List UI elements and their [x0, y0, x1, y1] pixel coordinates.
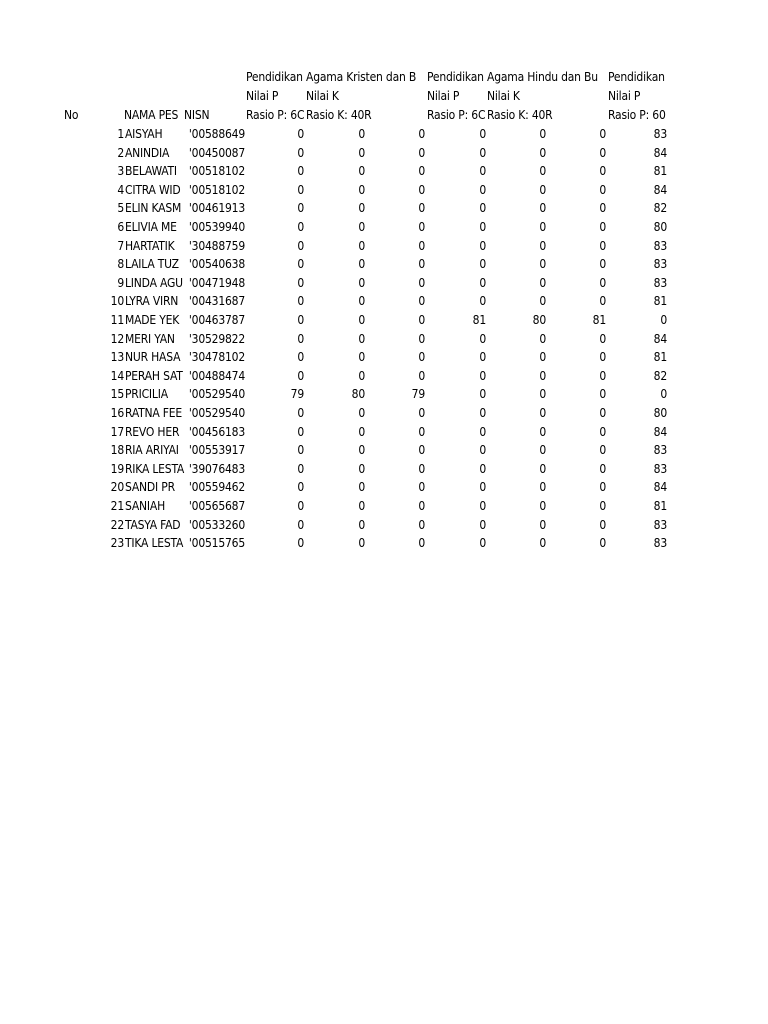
cell-value[interactable]: 83 — [653, 257, 667, 271]
cell-value[interactable]: 0 — [418, 294, 425, 308]
cell-value[interactable]: 0 — [418, 443, 425, 457]
cell-no[interactable]: 1 — [117, 127, 124, 141]
cell-value[interactable]: 0 — [539, 425, 546, 439]
cell-value[interactable]: 0 — [479, 332, 486, 346]
cell-nama[interactable]: NUR HASA — [125, 350, 181, 364]
cell-value[interactable]: 0 — [418, 369, 425, 383]
cell-value[interactable]: 0 — [539, 387, 546, 401]
cell-value[interactable]: 0 — [479, 350, 486, 364]
cell-nisn[interactable]: '39076483 — [188, 462, 245, 476]
cell-value[interactable]: 0 — [599, 164, 606, 178]
cell-value[interactable]: 81 — [653, 350, 667, 364]
cell-value[interactable]: 0 — [599, 425, 606, 439]
cell-nama[interactable]: SANIAH — [125, 499, 166, 513]
cell-value[interactable]: 0 — [297, 164, 304, 178]
cell-value[interactable]: 0 — [418, 499, 425, 513]
cell-value[interactable]: 0 — [418, 425, 425, 439]
cell-value[interactable]: 0 — [479, 257, 486, 271]
cell-value[interactable]: 0 — [358, 406, 365, 420]
cell-nama[interactable]: BELAWATI — [125, 164, 177, 178]
header-hindu-subject[interactable]: Pendidikan Agama Hindu dan Bu — [427, 70, 598, 84]
cell-value[interactable]: 83 — [653, 239, 667, 253]
cell-no[interactable]: 17 — [110, 425, 124, 439]
cell-no[interactable]: 2 — [117, 146, 124, 160]
cell-value[interactable]: 0 — [539, 480, 546, 494]
cell-value[interactable]: 0 — [479, 499, 486, 513]
cell-value[interactable]: 80 — [653, 220, 667, 234]
cell-value[interactable]: 0 — [418, 332, 425, 346]
cell-nisn[interactable]: '00529540 — [188, 387, 245, 401]
cell-value[interactable]: 0 — [418, 406, 425, 420]
header-hindu-rasio-p[interactable]: Rasio P: 6C — [427, 108, 486, 122]
cell-value[interactable]: 0 — [418, 350, 425, 364]
cell-value[interactable]: 83 — [653, 518, 667, 532]
cell-no[interactable]: 12 — [110, 332, 124, 346]
cell-value[interactable]: 81 — [653, 294, 667, 308]
cell-nama[interactable]: AISYAH — [125, 127, 163, 141]
cell-value[interactable]: 0 — [358, 201, 365, 215]
cell-value[interactable]: 0 — [418, 127, 425, 141]
cell-value[interactable]: 0 — [539, 406, 546, 420]
cell-nisn[interactable]: '00533260 — [188, 518, 245, 532]
cell-value[interactable]: 0 — [539, 183, 546, 197]
cell-nisn[interactable]: '00539940 — [188, 220, 245, 234]
cell-nama[interactable]: LAILA TUZ — [125, 257, 179, 271]
cell-no[interactable]: 3 — [117, 164, 124, 178]
header-kristen-rasio-k[interactable]: Rasio K: 40R — [306, 108, 372, 122]
cell-value[interactable]: 83 — [653, 276, 667, 290]
cell-value[interactable]: 0 — [479, 146, 486, 160]
cell-value[interactable]: 0 — [599, 201, 606, 215]
cell-no[interactable]: 21 — [110, 499, 124, 513]
cell-value[interactable]: 0 — [358, 499, 365, 513]
cell-value[interactable]: 0 — [297, 146, 304, 160]
cell-no[interactable]: 11 — [110, 313, 124, 327]
cell-value[interactable]: 81 — [653, 499, 667, 513]
cell-value[interactable]: 0 — [660, 313, 667, 327]
cell-nama[interactable]: TASYA FAD — [125, 518, 181, 532]
cell-no[interactable]: 14 — [110, 369, 124, 383]
cell-nisn[interactable]: '30478102 — [188, 350, 245, 364]
cell-value[interactable]: 0 — [479, 387, 486, 401]
cell-value[interactable]: 0 — [599, 387, 606, 401]
cell-value[interactable]: 0 — [358, 332, 365, 346]
cell-nisn[interactable]: '00553917 — [188, 443, 245, 457]
cell-no[interactable]: 13 — [110, 350, 124, 364]
cell-value[interactable]: 0 — [539, 201, 546, 215]
cell-value[interactable]: 84 — [653, 183, 667, 197]
cell-nisn[interactable]: '00565687 — [188, 499, 245, 513]
cell-value[interactable]: 0 — [358, 257, 365, 271]
cell-value[interactable]: 0 — [599, 294, 606, 308]
cell-value[interactable]: 0 — [418, 201, 425, 215]
cell-value[interactable]: 0 — [297, 257, 304, 271]
header-nama[interactable]: NAMA PES — [124, 108, 179, 122]
cell-nama[interactable]: CITRA WID — [125, 183, 181, 197]
cell-value[interactable]: 0 — [539, 146, 546, 160]
cell-value[interactable]: 0 — [599, 369, 606, 383]
cell-value[interactable]: 0 — [297, 443, 304, 457]
cell-value[interactable]: 0 — [599, 518, 606, 532]
cell-value[interactable]: 0 — [539, 164, 546, 178]
cell-nisn[interactable]: '00431687 — [188, 294, 245, 308]
cell-nisn[interactable]: '00463787 — [188, 313, 245, 327]
cell-value[interactable]: 0 — [297, 480, 304, 494]
header-kristen-subject[interactable]: Pendidikan Agama Kristen dan B — [246, 70, 417, 84]
cell-nisn[interactable]: '00488474 — [188, 369, 245, 383]
cell-no[interactable]: 18 — [110, 443, 124, 457]
header-hindu-nilai-k[interactable]: Nilai K — [487, 89, 520, 103]
cell-value[interactable]: 0 — [479, 425, 486, 439]
cell-nisn[interactable]: '00588649 — [188, 127, 245, 141]
cell-value[interactable]: 84 — [653, 332, 667, 346]
cell-value[interactable]: 0 — [418, 462, 425, 476]
cell-value[interactable]: 0 — [358, 313, 365, 327]
cell-value[interactable]: 0 — [599, 332, 606, 346]
cell-value[interactable]: 0 — [358, 239, 365, 253]
cell-value[interactable]: 0 — [358, 425, 365, 439]
cell-value[interactable]: 83 — [653, 462, 667, 476]
cell-value[interactable]: 0 — [418, 164, 425, 178]
cell-value[interactable]: 0 — [358, 536, 365, 550]
cell-value[interactable]: 0 — [297, 220, 304, 234]
cell-nama[interactable]: REVO HER — [125, 425, 180, 439]
cell-value[interactable]: 0 — [358, 220, 365, 234]
cell-no[interactable]: 16 — [110, 406, 124, 420]
cell-nisn[interactable]: '00456183 — [188, 425, 245, 439]
cell-no[interactable]: 15 — [110, 387, 124, 401]
cell-value[interactable]: 0 — [479, 127, 486, 141]
header-hindu-nilai-p[interactable]: Nilai P — [427, 89, 460, 103]
cell-nama[interactable]: SANDI PR — [125, 480, 175, 494]
cell-value[interactable]: 0 — [479, 462, 486, 476]
cell-value[interactable]: 79 — [290, 387, 304, 401]
cell-value[interactable]: 0 — [418, 313, 425, 327]
cell-value[interactable]: 83 — [653, 127, 667, 141]
cell-value[interactable]: 0 — [599, 443, 606, 457]
cell-value[interactable]: 0 — [297, 313, 304, 327]
cell-nama[interactable]: LYRA VIRN — [125, 294, 179, 308]
cell-value[interactable]: 0 — [479, 406, 486, 420]
cell-value[interactable]: 0 — [539, 536, 546, 550]
header-next-subject[interactable]: Pendidikan — [608, 70, 665, 84]
cell-value[interactable]: 0 — [418, 239, 425, 253]
cell-value[interactable]: 0 — [479, 480, 486, 494]
cell-value[interactable]: 0 — [358, 462, 365, 476]
cell-value[interactable]: 84 — [653, 425, 667, 439]
cell-nama[interactable]: RATNA FEE — [125, 406, 182, 420]
cell-value[interactable]: 0 — [599, 183, 606, 197]
cell-no[interactable]: 7 — [117, 239, 124, 253]
cell-value[interactable]: 0 — [297, 518, 304, 532]
cell-nama[interactable]: MADE YEK — [125, 313, 180, 327]
cell-value[interactable]: 0 — [539, 462, 546, 476]
cell-nisn[interactable]: '00518102 — [188, 183, 245, 197]
cell-nama[interactable]: PERAH SAT — [125, 369, 183, 383]
cell-value[interactable]: 0 — [539, 369, 546, 383]
cell-value[interactable]: 0 — [539, 220, 546, 234]
cell-value[interactable]: 0 — [358, 183, 365, 197]
cell-value[interactable]: 0 — [599, 350, 606, 364]
cell-no[interactable]: 22 — [110, 518, 124, 532]
cell-value[interactable]: 0 — [599, 127, 606, 141]
cell-nama[interactable]: PRICILIA — [125, 387, 168, 401]
cell-value[interactable]: 0 — [418, 220, 425, 234]
cell-nama[interactable]: MERI YAN — [125, 332, 175, 346]
cell-value[interactable]: 80 — [653, 406, 667, 420]
cell-nisn[interactable]: '00515765 — [188, 536, 245, 550]
cell-value[interactable]: 0 — [418, 518, 425, 532]
cell-value[interactable]: 0 — [297, 536, 304, 550]
cell-value[interactable]: 0 — [539, 276, 546, 290]
header-kristen-nilai-p[interactable]: Nilai P — [246, 89, 279, 103]
cell-value[interactable]: 0 — [539, 239, 546, 253]
cell-value[interactable]: 83 — [653, 536, 667, 550]
cell-value[interactable]: 0 — [358, 480, 365, 494]
cell-value[interactable]: 81 — [653, 164, 667, 178]
cell-value[interactable]: 0 — [297, 183, 304, 197]
cell-value[interactable]: 0 — [539, 332, 546, 346]
cell-value[interactable]: 0 — [479, 276, 486, 290]
cell-value[interactable]: 0 — [599, 220, 606, 234]
cell-value[interactable]: 0 — [599, 257, 606, 271]
cell-nisn[interactable]: '00461913 — [188, 201, 245, 215]
cell-nisn[interactable]: '00450087 — [188, 146, 245, 160]
cell-nisn[interactable]: '00540638 — [188, 257, 245, 271]
cell-value[interactable]: 0 — [297, 127, 304, 141]
cell-value[interactable]: 0 — [479, 294, 486, 308]
cell-nama[interactable]: TIKA LESTA — [125, 536, 184, 550]
cell-no[interactable]: 8 — [117, 257, 124, 271]
cell-value[interactable]: 0 — [297, 425, 304, 439]
cell-nisn[interactable]: '30488759 — [188, 239, 245, 253]
cell-value[interactable]: 0 — [297, 201, 304, 215]
cell-value[interactable]: 80 — [532, 313, 546, 327]
cell-value[interactable]: 0 — [539, 518, 546, 532]
cell-value[interactable]: 0 — [599, 480, 606, 494]
cell-no[interactable]: 19 — [110, 462, 124, 476]
cell-value[interactable]: 0 — [418, 183, 425, 197]
cell-value[interactable]: 0 — [539, 499, 546, 513]
cell-value[interactable]: 0 — [297, 294, 304, 308]
cell-nisn[interactable]: '00518102 — [188, 164, 245, 178]
cell-value[interactable]: 0 — [418, 276, 425, 290]
cell-value[interactable]: 0 — [358, 443, 365, 457]
header-kristen-nilai-k[interactable]: Nilai K — [306, 89, 339, 103]
cell-value[interactable]: 0 — [479, 536, 486, 550]
header-next-nilai-p[interactable]: Nilai P — [608, 89, 641, 103]
header-no[interactable]: No — [64, 108, 79, 122]
cell-value[interactable]: 0 — [599, 146, 606, 160]
cell-no[interactable]: 4 — [117, 183, 124, 197]
cell-value[interactable]: 0 — [418, 146, 425, 160]
cell-value[interactable]: 0 — [358, 127, 365, 141]
cell-value[interactable]: 79 — [411, 387, 425, 401]
cell-value[interactable]: 0 — [479, 183, 486, 197]
cell-value[interactable]: 0 — [418, 257, 425, 271]
cell-nisn[interactable]: '00559462 — [188, 480, 245, 494]
cell-value[interactable]: 0 — [539, 294, 546, 308]
cell-value[interactable]: 0 — [297, 239, 304, 253]
cell-nisn[interactable]: '00529540 — [188, 406, 245, 420]
cell-value[interactable]: 80 — [351, 387, 365, 401]
cell-value[interactable]: 0 — [599, 536, 606, 550]
cell-value[interactable]: 0 — [297, 369, 304, 383]
header-hindu-rasio-k[interactable]: Rasio K: 40R — [487, 108, 553, 122]
cell-no[interactable]: 6 — [117, 220, 124, 234]
cell-value[interactable]: 0 — [539, 127, 546, 141]
cell-value[interactable]: 0 — [599, 276, 606, 290]
cell-value[interactable]: 84 — [653, 146, 667, 160]
cell-nama[interactable]: HARTATIK — [125, 239, 175, 253]
cell-value[interactable]: 0 — [358, 164, 365, 178]
cell-no[interactable]: 9 — [117, 276, 124, 290]
header-nisn[interactable]: NISN — [184, 108, 210, 122]
cell-value[interactable]: 82 — [653, 369, 667, 383]
header-next-rasio-p[interactable]: Rasio P: 60 — [608, 108, 666, 122]
cell-nama[interactable]: LINDA AGU — [125, 276, 183, 290]
cell-value[interactable]: 0 — [297, 462, 304, 476]
cell-value[interactable]: 0 — [599, 462, 606, 476]
cell-value[interactable]: 0 — [539, 350, 546, 364]
cell-value[interactable]: 0 — [358, 350, 365, 364]
cell-value[interactable]: 81 — [592, 313, 606, 327]
cell-value[interactable]: 0 — [479, 201, 486, 215]
cell-value[interactable]: 0 — [358, 276, 365, 290]
cell-nama[interactable]: RIKA LESTA — [125, 462, 185, 476]
cell-value[interactable]: 0 — [479, 518, 486, 532]
cell-value[interactable]: 0 — [418, 536, 425, 550]
cell-no[interactable]: 5 — [117, 201, 124, 215]
cell-value[interactable]: 0 — [297, 499, 304, 513]
cell-value[interactable]: 0 — [358, 518, 365, 532]
cell-value[interactable]: 0 — [599, 239, 606, 253]
header-kristen-rasio-p[interactable]: Rasio P: 6C — [246, 108, 305, 122]
cell-no[interactable]: 10 — [110, 294, 124, 308]
cell-value[interactable]: 0 — [599, 499, 606, 513]
cell-value[interactable]: 0 — [297, 276, 304, 290]
cell-value[interactable]: 82 — [653, 201, 667, 215]
cell-nisn[interactable]: '30529822 — [188, 332, 245, 346]
cell-value[interactable]: 0 — [539, 257, 546, 271]
cell-value[interactable]: 0 — [358, 294, 365, 308]
cell-value[interactable]: 0 — [479, 239, 486, 253]
cell-value[interactable]: 0 — [297, 332, 304, 346]
cell-no[interactable]: 20 — [110, 480, 124, 494]
cell-value[interactable]: 0 — [358, 369, 365, 383]
cell-value[interactable]: 81 — [472, 313, 486, 327]
cell-value[interactable]: 0 — [479, 164, 486, 178]
cell-value[interactable]: 0 — [599, 406, 606, 420]
cell-value[interactable]: 0 — [539, 443, 546, 457]
cell-value[interactable]: 84 — [653, 480, 667, 494]
cell-value[interactable]: 0 — [297, 406, 304, 420]
cell-no[interactable]: 23 — [110, 536, 124, 550]
cell-nama[interactable]: ANINDIA — [125, 146, 170, 160]
cell-nisn[interactable]: '00471948 — [188, 276, 245, 290]
cell-value[interactable]: 83 — [653, 443, 667, 457]
cell-value[interactable]: 0 — [660, 387, 667, 401]
cell-nama[interactable]: ELIVIA ME — [125, 220, 177, 234]
cell-value[interactable]: 0 — [297, 350, 304, 364]
cell-value[interactable]: 0 — [479, 443, 486, 457]
cell-value[interactable]: 0 — [479, 220, 486, 234]
cell-nama[interactable]: RIA ARIYAI — [125, 443, 179, 457]
cell-nama[interactable]: ELIN KASM — [125, 201, 182, 215]
cell-value[interactable]: 0 — [479, 369, 486, 383]
cell-value[interactable]: 0 — [358, 146, 365, 160]
cell-value[interactable]: 0 — [418, 480, 425, 494]
